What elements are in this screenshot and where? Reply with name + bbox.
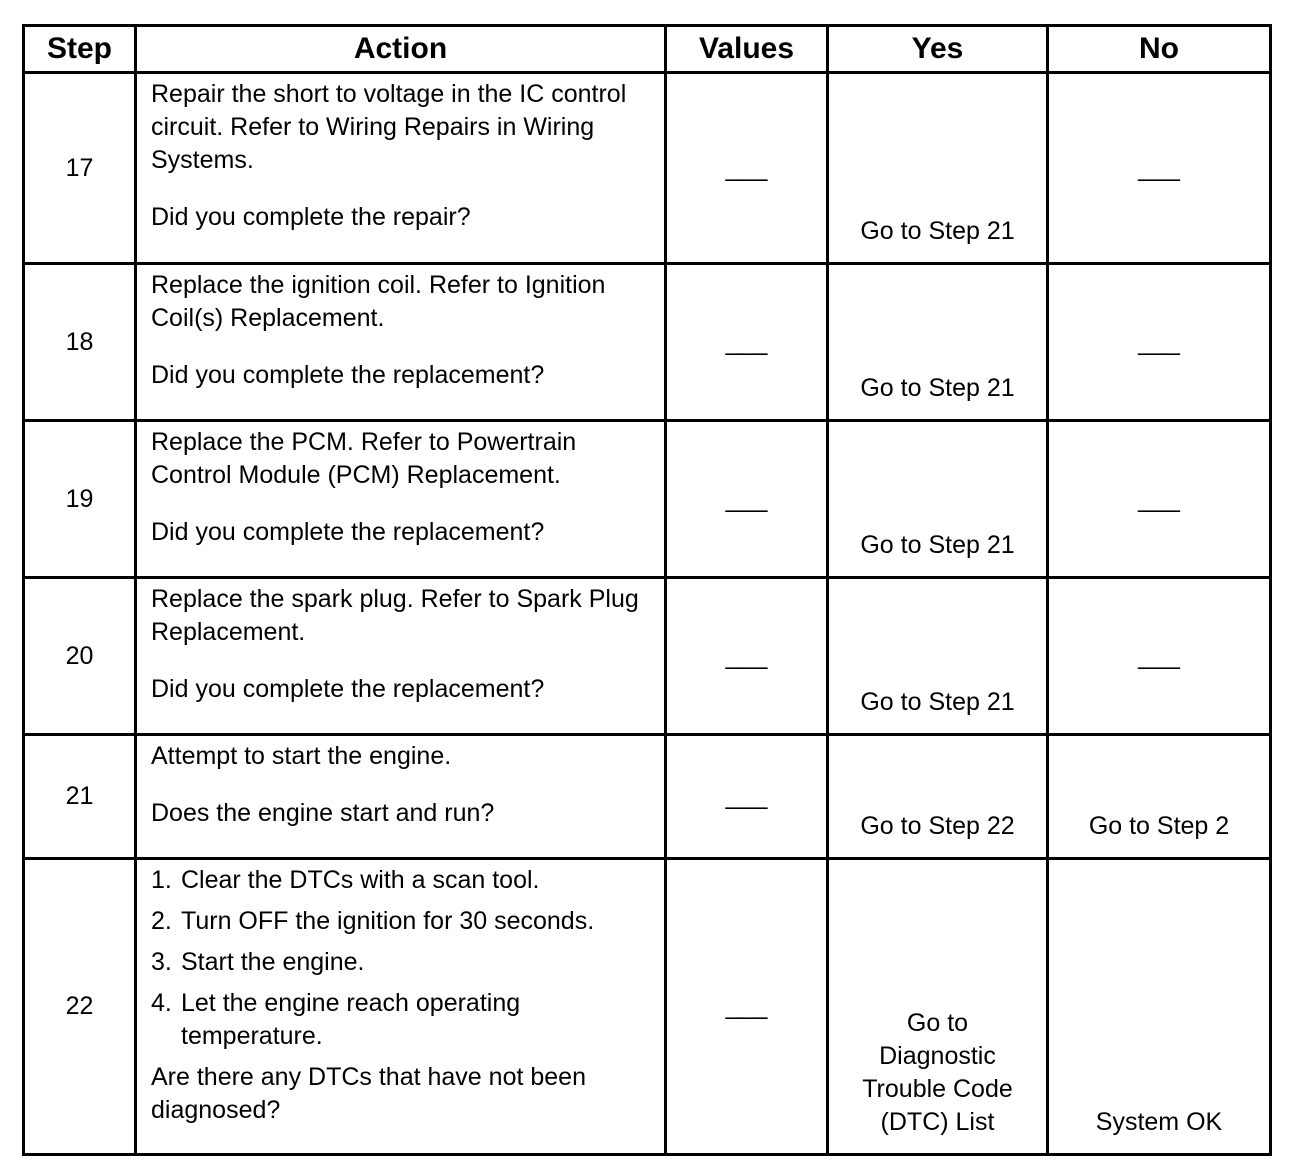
list-number: 3.: [151, 948, 172, 976]
header-step: Step: [24, 26, 136, 73]
diagnostic-table: [22, 24, 1272, 1156]
action-cell: [136, 264, 666, 421]
table-row: [24, 421, 1271, 578]
action-cell: [136, 73, 666, 264]
list-number: 4.: [151, 989, 172, 1017]
action-text: Attempt to start the engine.: [151, 742, 452, 770]
table-row: [24, 264, 1271, 421]
no-cell: ___: [1048, 578, 1271, 735]
step-number: 22: [24, 859, 136, 1155]
list-text: Turn OFF the ignition for 30 seconds.: [181, 907, 595, 935]
table-row: [24, 735, 1271, 859]
values-cell: ___: [666, 421, 828, 578]
yes-cell: Go to Diagnostic Trouble Code (DTC) List: [828, 859, 1048, 1155]
action-question: Did you complete the replacement?: [151, 518, 545, 546]
list-item: [151, 905, 654, 938]
step-number: 17: [24, 73, 136, 264]
yes-cell: Go to Step 21: [828, 421, 1048, 578]
list-text: Start the engine.: [181, 948, 365, 976]
no-cell: ___: [1048, 421, 1271, 578]
list-text: Clear the DTCs with a scan tool.: [181, 866, 540, 894]
action-text: Replace the ignition coil. Refer to Ignition Coil(s) Replacement.: [151, 271, 606, 332]
header-values: Values: [666, 26, 828, 73]
yes-cell: Go to Step 21: [828, 578, 1048, 735]
list-item: [151, 946, 654, 979]
step-number: 20: [24, 578, 136, 735]
action-question: Did you complete the replacement?: [151, 361, 545, 389]
no-cell: ___: [1048, 264, 1271, 421]
values-cell: ___: [666, 578, 828, 735]
table-row: [24, 73, 1271, 264]
table-row: [24, 578, 1271, 735]
action-question: Are there any DTCs that have not been diagnosed?: [151, 1063, 586, 1124]
step-number: 21: [24, 735, 136, 859]
action-cell: [136, 421, 666, 578]
header-yes: Yes: [828, 26, 1048, 73]
header-no: No: [1048, 26, 1271, 73]
procedure-list: [151, 864, 654, 1053]
action-text: Repair the short to voltage in the IC control circuit. Refer to Wiring Repairs in Wiring Systems.: [151, 80, 627, 174]
action-question: Does the engine start and run?: [151, 799, 495, 827]
action-cell: [136, 735, 666, 859]
action-cell: [136, 578, 666, 735]
yes-cell: Go to Step 21: [828, 73, 1048, 264]
yes-cell: Go to Step 21: [828, 264, 1048, 421]
step-number: 18: [24, 264, 136, 421]
list-text: Let the engine reach operating temperature.: [181, 989, 521, 1050]
no-cell: ___: [1048, 73, 1271, 264]
list-item: [151, 987, 654, 1053]
header-row: [24, 26, 1271, 73]
values-cell: ___: [666, 73, 828, 264]
table-row: [24, 859, 1271, 1155]
values-cell: ___: [666, 264, 828, 421]
values-cell: ___: [666, 735, 828, 859]
action-cell: [136, 859, 666, 1155]
list-item: [151, 864, 654, 897]
step-number: 19: [24, 421, 136, 578]
action-text: Replace the PCM. Refer to Powertrain Control Module (PCM) Replacement.: [151, 428, 577, 489]
list-number: 2.: [151, 907, 172, 935]
yes-cell: Go to Step 22: [828, 735, 1048, 859]
list-number: 1.: [151, 866, 172, 894]
header-action: Action: [136, 26, 666, 73]
action-question: Did you complete the replacement?: [151, 675, 545, 703]
no-cell: Go to Step 2: [1048, 735, 1271, 859]
action-text: Replace the spark plug. Refer to Spark Plug Replacement.: [151, 585, 639, 646]
values-cell: ___: [666, 859, 828, 1155]
action-question: Did you complete the repair?: [151, 203, 471, 231]
no-cell: System OK: [1048, 859, 1271, 1155]
